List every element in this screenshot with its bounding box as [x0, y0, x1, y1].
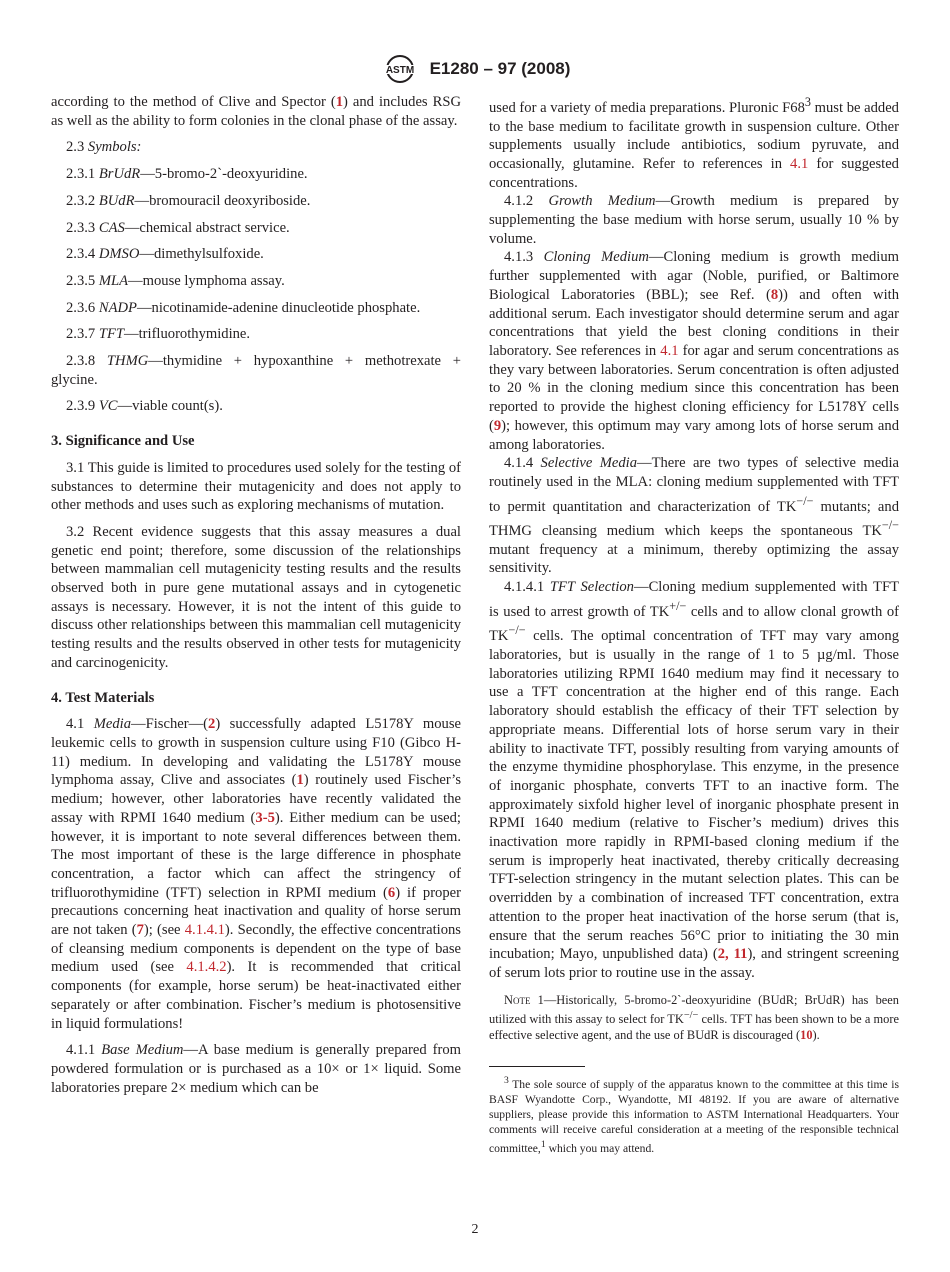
section-4-heading: 4. Test Materials	[51, 689, 155, 706]
paragraph-4-1-2: 4.1.2 Growth Medium—Growth medium is prepared by supplementing the base medium with horse serum, usually 10 % by volume.	[489, 193, 899, 247]
symbol-definition: 2.3.9 VC—viable count(s).	[66, 398, 223, 415]
section-cross-reference[interactable]: 4.1.4.1	[184, 922, 225, 939]
reference-link[interactable]: 10	[800, 1027, 813, 1042]
footnote-3: $^3$ The sole source of supply of the apparatus known to the committee at this time is BASF Wyandotte Corp., Wyandotte, MI 48192. If you are aware of alternative suppliers, please provide this information to ASTM International Headquarters. Your comments will receive careful consideration at a meeting of the responsible technical committee,$^1$ which you may attend.	[489, 1074, 899, 1156]
section-cross-reference[interactable]: 4.1.4.2	[186, 959, 227, 976]
right-column	[489, 93, 899, 1156]
reference-link[interactable]: 3-5	[255, 809, 275, 826]
footnote-divider	[489, 1066, 585, 1067]
left-column	[51, 93, 461, 1097]
symbol-definition: 2.3.7 TFT—trifluorothymidine.	[66, 326, 251, 343]
paragraph-3-2: 3.2 Recent evidence suggests that this assay measures a dual genetic end point; therefore, some discussion of the relationships between mammalian cell mutagenicity testing results and the results observed both in pure gene mutational assays and in cytogenetic assays is necessary. However, it is not the intent of this guide to discuss other relationships between this mammalian cell mutagenicity testing results and the results observed in other tests for mutagenicity and carcinogenicity.	[51, 523, 461, 671]
symbol-definition: 2.3.4 DMSO—dimethylsulfoxide.	[66, 246, 264, 263]
reference-link[interactable]: 8	[770, 286, 779, 303]
symbol-definition: 2.3.3 CAS—chemical abstract service.	[66, 219, 290, 236]
symbol-definition: 2.3.1 BrUdR—5-bromo-2`-deoxyuridine.	[66, 166, 308, 183]
reference-link[interactable]: 7	[136, 922, 144, 939]
astm-logo-icon	[380, 54, 420, 84]
symbols-list	[51, 165, 461, 416]
reference-link[interactable]: 1	[335, 94, 344, 110]
reference-link[interactable]: 6	[387, 884, 396, 901]
symbol-definition: 2.3.6 NADP—nicotinamide-adenine dinucleotide phosphate.	[66, 299, 421, 316]
page-header	[0, 54, 950, 84]
paragraph-4-1-3: 4.1.3 Cloning Medium—Cloning medium is growth medium further supplemented with agar (Noble, purified, or Baltimore Biological Laboratories (BBL); see Ref. (8)) and often with additional serum. Each investigator should determine serum and agar concentrations that yield the best cloning conditions in their laboratory. See references in 4.1 for agar and serum concentrations as they vary between laboratories. Serum concentration is often adjusted to 20 % in the cloning medium since this concentration has been reported to provide the highest cloning efficiency for L5178Y cells (9); however, this optimum may vary among lots of horse serum and among laboratories.	[489, 249, 899, 453]
reference-link[interactable]: 9	[493, 417, 502, 434]
symbols-heading: 2.3 Symbols:	[66, 139, 142, 156]
svg-text:ASTM: ASTM	[385, 65, 414, 76]
footnote-marker[interactable]: 3	[804, 95, 811, 109]
page-number: 2	[471, 1222, 479, 1237]
section-cross-reference[interactable]: 4.1	[790, 155, 809, 172]
reference-link[interactable]: 1	[296, 772, 304, 789]
symbol-definition: 2.3.5 MLA—mouse lymphoma assay.	[66, 272, 285, 289]
symbol-definition: 2.3.2 BUdR—bromouracil deoxyriboside.	[66, 192, 311, 209]
reference-link[interactable]: 2, 11	[717, 946, 748, 963]
paragraph-4-1: 4.1 Media—Fischer—(2) successfully adapted L5178Y mouse leukemic cells to growth in suspension culture using F10 (Gibco H-11) medium. In developing and validating the L5178Y mouse lymphoma assay, Clive and associates (1) routinely used Fischer’s medium; however, other laboratories have recently validated the assay with RPMI 1640 medium (3-5). Either medium can be used; however, it is important to note several differences between them. The most important of these is the large difference in phosphate concentration, a factor which can affect the stringency of trifluorothymidine (TFT) selection in RPMI medium (6) if proper precautions concerning heat inactivation and quality of horse serum are not taken (7); (see 4.1.4.1). Secondly, the effective concentrations of cleansing medium components is dependent on the type of base medium used (see 4.1.4.2). It is recommended that critical components (for example, horse serum) be heat-inactivated either separately or after combination. Fischer’s medium is photosensitive in liquid formulations!	[51, 716, 461, 1032]
note-1: Note 1—Historically, 5-bromo-2`-deoxyuridine (BUdR; BrUdR) has been utilized with this assay to select for TK−/− cells. TFT has been shown to be a more effective selective agent, and the use of BUdR is discouraged (10).	[489, 992, 899, 1042]
standard-designation: E1280 – 97 (2008)	[429, 59, 571, 78]
section-cross-reference[interactable]: 4.1	[660, 343, 679, 359]
paragraph-4-1-4: 4.1.4 Selective Media—There are two types of selective media routinely used in the MLA: cloning medium supplemented with TFT to permit quantitation and characterization of TK−/− mutants; and THMG cleansing medium which keeps the spontaneous TK−/− mutant frequency at a minimum, thereby optimizing the assay sensitivity.	[489, 455, 899, 577]
reference-link[interactable]: 2	[208, 716, 216, 733]
symbol-definition: 2.3.8 THMG—thymidine + hypoxanthine + methotrexate + glycine.	[51, 353, 461, 388]
continued-paragraph: according to the method of Clive and Spector (1) and includes RSG as well as the ability to form colonies in the clonal phase of the assay.	[51, 94, 461, 129]
section-3-heading: 3. Significance and Use	[51, 433, 195, 450]
paragraph-4-1-1: 4.1.1 Base Medium—A base medium is generally prepared from powdered formulation or is purchased as a 10× or 1× liquid. Some laboratories prepare 2× medium which can be	[51, 1042, 461, 1096]
paragraph-4-1-4-1: 4.1.4.1 TFT Selection—Cloning medium supplemented with TFT is used to arrest growth of TK+/− cells and to allow clonal growth of TK−/− cells. The optimal concentration of TFT may vary among laboratories, but is usually in the range of 1 to 5 µg/ml. Those laboratories utilizing RPMI 1640 medium may find it necessary to use a TFT concentration at the higher end of this range. Each laboratory should establish the efficacy of their TFT selection by appropriate means. Differential lots of horse serum vary in their ability to inactivate TFT, possibly resulting from varying amounts of the enzyme thymidine phosphorylase. This enzyme, in the presence of inorganic phosphate, converts TFT to an inactive form. The approximately sixfold higher level of inorganic phosphate present in RPMI 1640 medium (relative to Fischer’s medium) drives this inactivation more rapidly in RPMI-based cloning medium if the serum is improperly heat inactivated, thereby critically decreasing TFT-selection stringency in the mutant selection plates. This can be overridden by a combination of increased TFT concentration, extra attention to the proper heat inactivation of the horse serum (that is, ensure that the serum reaches 56°C prior to initiating the 30 min incubation; Mayo, unpublished data) (2, 11), and stringent screening of serum lots prior to routine use in the assay.	[489, 579, 899, 981]
paragraph-3-1: 3.1 This guide is limited to procedures used solely for the testing of substances to determine their mutagenicity and does not apply to other methods and uses such as exploring mechanisms of mutation.	[51, 459, 461, 514]
continued-paragraph: used for a variety of media preparations. Pluronic $F68^3$ must be added to the base medium to facilitate growth in suspension culture. Other supplements usually include antibiotics, sodium pyruvate, and occasionally, glutamine. Refer to references in 4.1 for suggested concentrations.	[489, 95, 899, 191]
